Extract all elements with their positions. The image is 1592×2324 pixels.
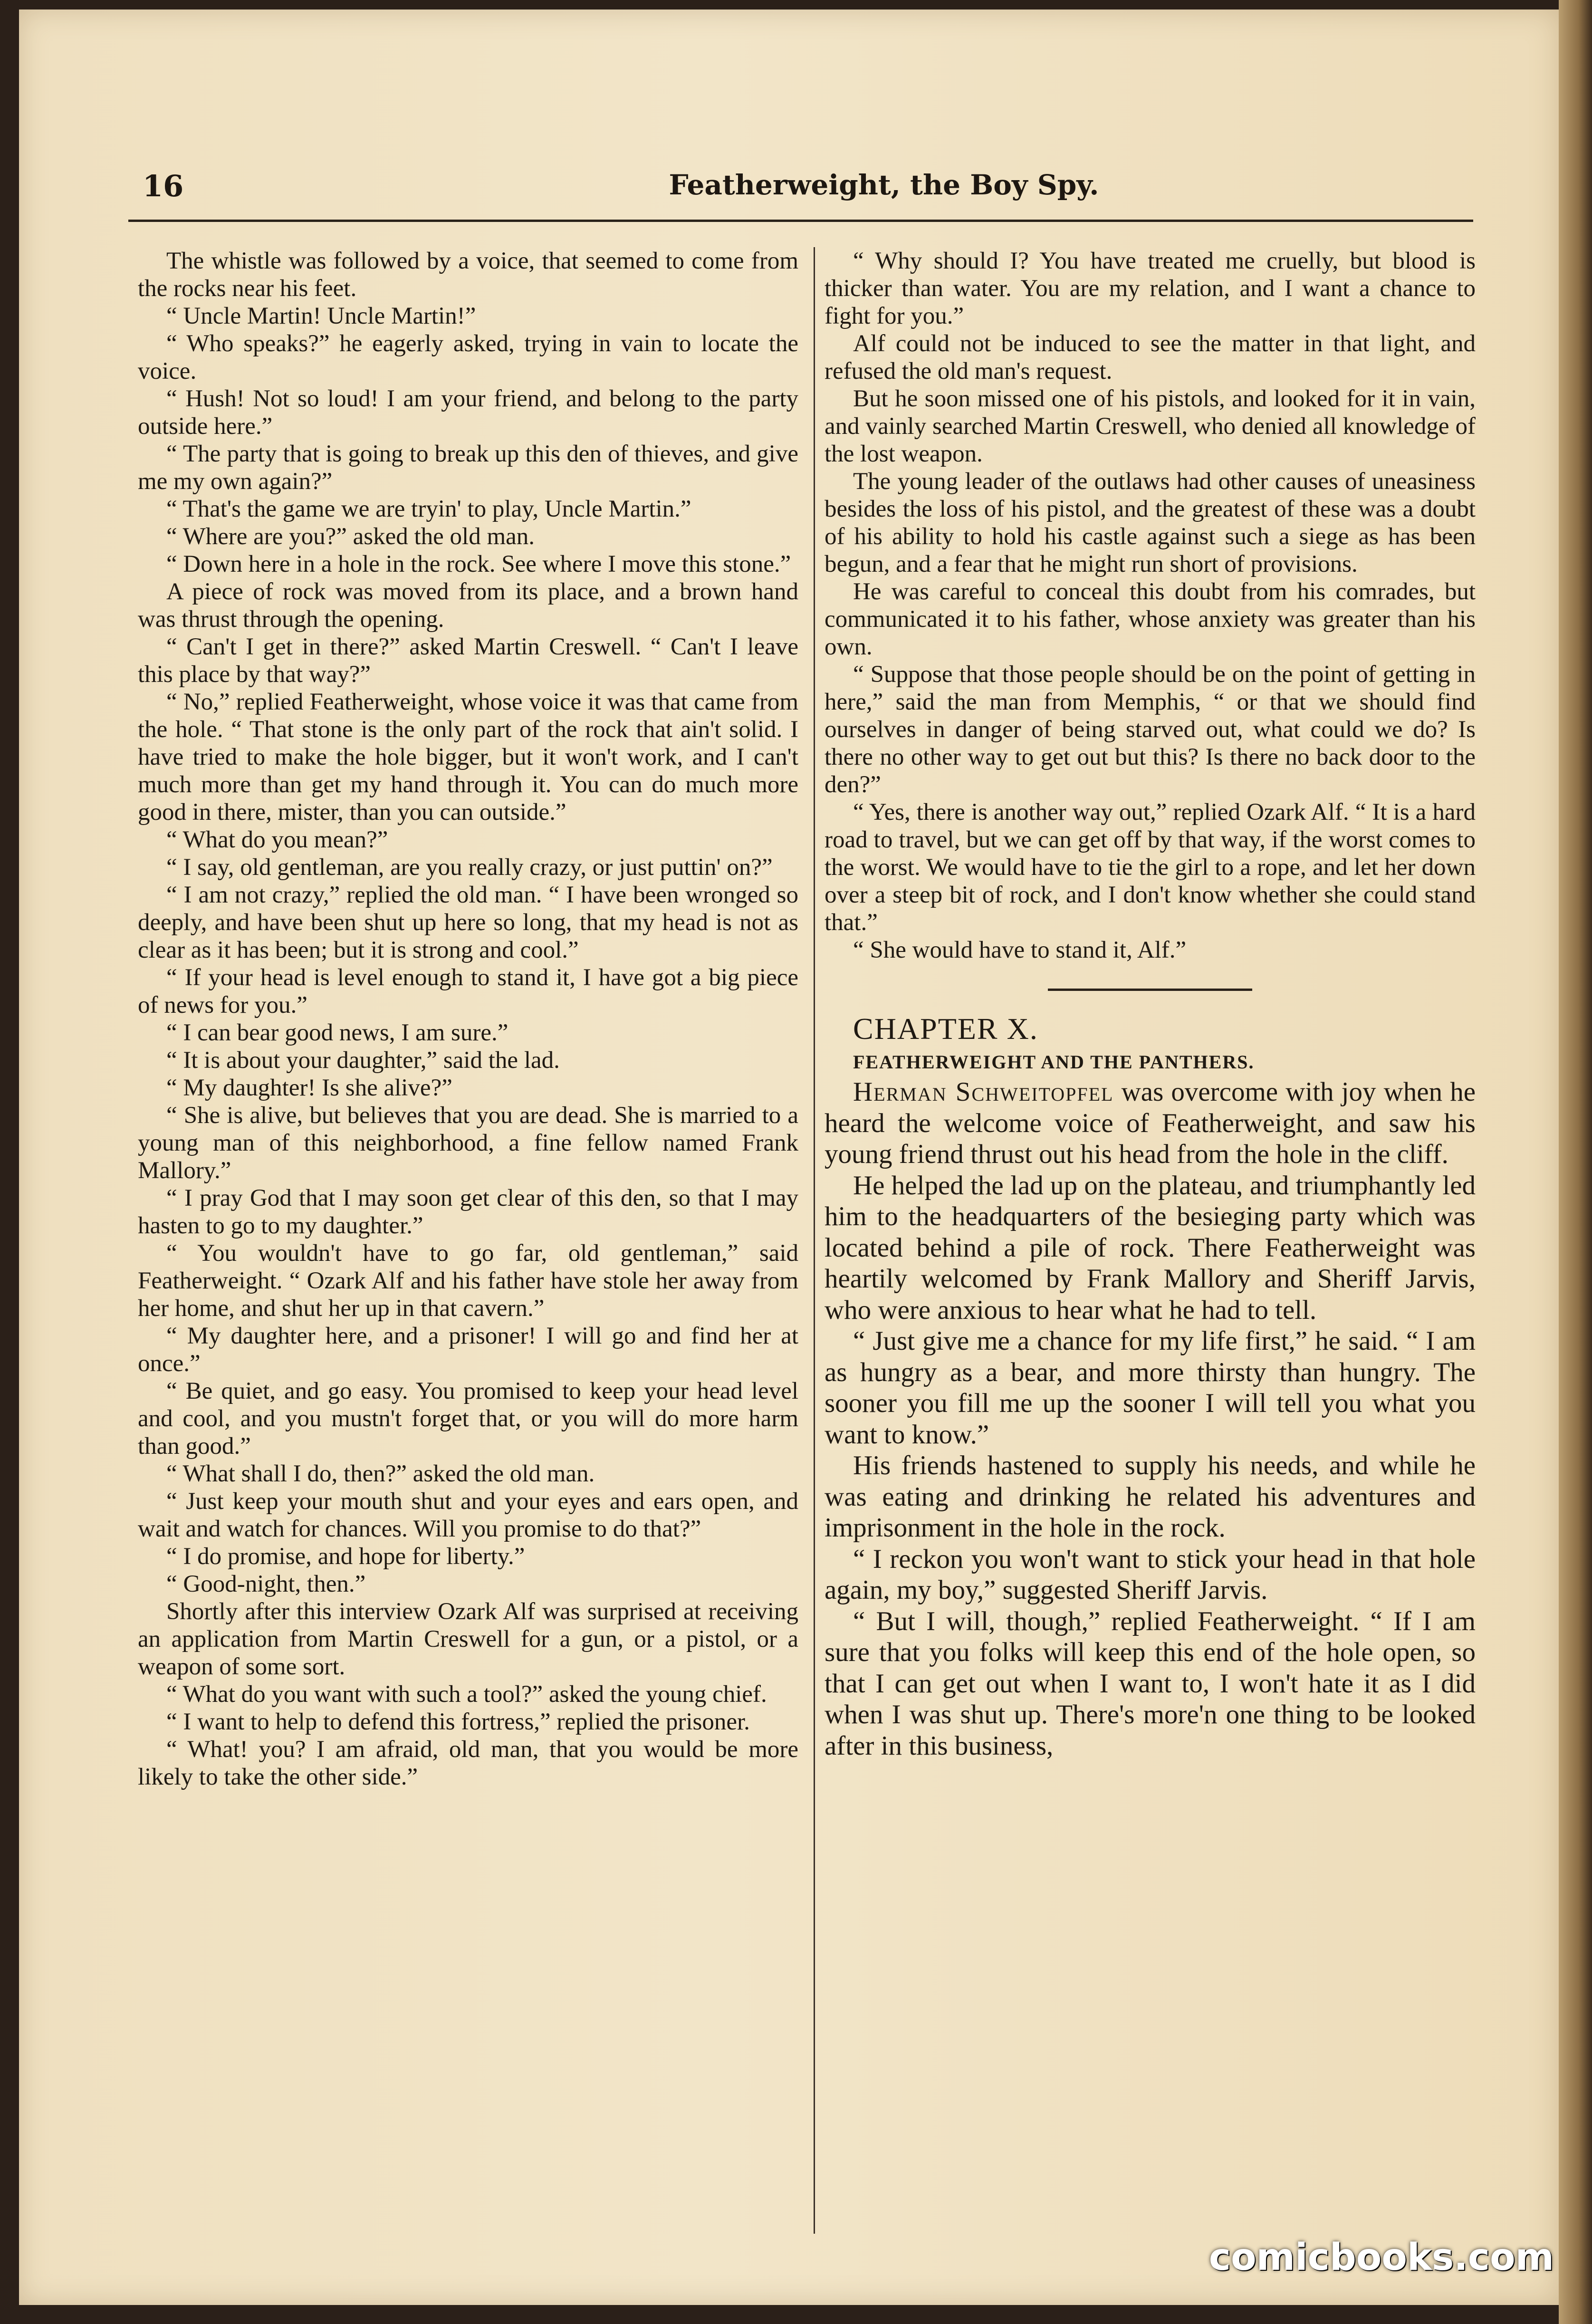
running-title: Featherweight, the Boy Spy.	[669, 169, 1099, 201]
paragraph: “ That's the game we are tryin' to play, Uncle Martin.”	[166, 496, 691, 522]
paragraph: “ Suppose that those people should be on the point of getting in here,” said the man from Memphis, “ or that we should find ourselves in danger of being starved out, what could we do? Is there no other way to get out but this? Is there no back door to the den?”	[825, 661, 1476, 798]
paragraph: “ Just keep your mouth shut and your eyes and ears open, and wait and watch for chances. Will you promise to do that?”	[138, 1488, 798, 1542]
paragraph: “ My daughter! Is she alive?”	[166, 1075, 452, 1101]
paragraph: “ Hush! Not so loud! I am your friend, and belong to the party outside here.”	[138, 385, 798, 440]
book-spine	[1559, 0, 1592, 2324]
paragraph: “ I am not crazy,” replied the old man. “ I have been wronged so deeply, and have been shut up here so long, that my head is not as clear as it has been; but it is strong and cool.”	[138, 882, 798, 963]
paragraph: “ Just give me a chance for my life first,” he said. “ I am as hungry as a bear, and more thirsty than hungry. The sooner you fill me up the sooner I will tell you what you want to know.”	[825, 1326, 1476, 1450]
paragraph: “ What! you? I am afraid, old man, that you would be more likely to take the other side.”	[138, 1736, 798, 1790]
chapter-lead-name: Herman Schweitopfel	[853, 1077, 1114, 1107]
paragraph: “ Where are you?” asked the old man.	[166, 523, 535, 550]
paragraph: His friends hastened to supply his needs, and while he was eating and drinking he related his adventures and imprisonment in the hole in the rock.	[825, 1450, 1476, 1543]
paragraph: “ I reckon you won't want to stick your head in that hole again, my boy,” suggested Sheriff Jarvis.	[825, 1544, 1476, 1605]
column-divider	[814, 247, 815, 2234]
paragraph: “ My daughter here, and a prisoner! I will go and find her at once.”	[138, 1323, 798, 1377]
paragraph: “ It is about your daughter,” said the lad.	[166, 1047, 560, 1074]
paragraph: He helped the lad up on the plateau, and triumphantly led him to the headquarters of the besieging party which was located behind a pile of rock. There Featherweight was heartily welcomed by Frank Mallory and Sheriff Jarvis, who were anxious to hear what he had to tell.	[825, 1170, 1476, 1325]
paragraph: “ Uncle Martin! Uncle Martin!”	[166, 303, 476, 329]
paragraph: “ What do you mean?”	[166, 826, 388, 853]
paragraph: “ She would have to stand it, Alf.”	[853, 937, 1187, 963]
paragraph: He was careful to conceal this doubt from his comrades, but communicated it to his father, whose anxiety was greater than his own.	[825, 578, 1476, 660]
paragraph: “ Be quiet, and go easy. You promised to keep your head level and cool, and you mustn't forget that, or you will do more harm than good.”	[138, 1378, 798, 1460]
chapter-subtitle: FEATHERWEIGHT AND THE PANTHERS.	[853, 1051, 1255, 1073]
left-column	[138, 247, 798, 2234]
page-number: 16	[143, 169, 184, 203]
paragraph: “ I can bear good news, I am sure.”	[166, 1019, 508, 1046]
paragraph: Alf could not be induced to see the matter in that light, and refused the old man's request.	[825, 330, 1476, 384]
paragraph: “ She is alive, but believes that you are dead. She is married to a young man of this neighborhood, a fine fellow named Frank Mallory.”	[138, 1102, 798, 1184]
paragraph: The whistle was followed by a voice, that seemed to come from the rocks near his feet.	[138, 248, 798, 302]
paragraph: “ I want to help to defend this fortress,” replied the prisoner.	[166, 1709, 750, 1735]
right-column-top	[825, 247, 1476, 964]
paragraph: Shortly after this interview Ozark Alf was surprised at receiving an application from Martin Creswell for a gun, or a pistol, or a weapon of some sort.	[138, 1598, 798, 1680]
paragraph: “ The party that is going to break up this den of thieves, and give me my own again?”	[138, 441, 798, 495]
paragraph: “ Can't I get in there?” asked Martin Creswell. “ Can't I leave this place by that way?”	[138, 634, 798, 688]
paragraph: The young leader of the outlaws had other causes of uneasiness besides the loss of his pistol, and the greatest of these was a doubt of his ability to hold his castle against such a siege as has been begun, and a fear that he might run short of provisions.	[825, 468, 1476, 577]
paragraph	[825, 1076, 1476, 1170]
paragraph: “ Why should I? You have treated me cruelly, but blood is thicker than water. You are my relation, and I want a chance to fight for you.”	[825, 248, 1476, 329]
watermark-text: comicbooks.com	[1208, 2236, 1554, 2279]
paragraph: “ I say, old gentleman, are you really crazy, or just puttin' on?”	[166, 854, 773, 881]
paragraph: “ Down here in a hole in the rock. See where I move this stone.”	[166, 551, 791, 577]
paragraph: “ If your head is level enough to stand it, I have got a big piece of news for you.”	[138, 964, 798, 1018]
paragraph: “ You wouldn't have to go far, old gentleman,” said Featherweight. “ Ozark Alf and his father have stole her away from her home, and shut her up in that cavern.”	[138, 1240, 798, 1322]
right-column	[825, 247, 1476, 2234]
paragraph: “ Yes, there is another way out,” replied Ozark Alf. “ It is a hard road to travel, but we can get off by that way, if the worst comes to the worst. We would have to tie the girl to a rope, and let her down over a steep bit of rock, and I don't know whether she could stand that.”	[825, 799, 1476, 936]
paragraph: “ I pray God that I may soon get clear of this den, so that I may hasten to go to my daughter.”	[138, 1185, 798, 1239]
paragraph: “ Who speaks?” he eagerly asked, trying in vain to locate the voice.	[138, 330, 798, 384]
paragraph: “ Good-night, then.”	[166, 1571, 366, 1597]
paragraph: “ I do promise, and hope for liberty.”	[166, 1543, 525, 1570]
paragraph: “ What do you want with such a tool?” asked the young chief.	[166, 1681, 767, 1708]
paragraph: A piece of rock was moved from its place, and a brown hand was thrust through the opening.	[138, 578, 798, 633]
paragraph: “ But I will, though,” replied Featherweight. “ If I am sure that you folks will keep this end of the hole open, so that I can get out when I want to, I won't hate it as I did when I was shut up. There's more'n one thing to be looked after in this business,	[825, 1606, 1476, 1761]
paragraph-text: was overcome with joy when he heard the welcome voice of Featherweight, and saw his young friend thrust out his head from the hole in the cliff.	[825, 1077, 1476, 1169]
paragraph: “ No,” replied Featherweight, whose voice it was that came from the hole. “ That stone is the only part of the rock that ain't solid. I have tried to make the hole bigger, but it won't work, and I can't much more than get my hand through it. You can do much more good in there, mister, than you can outside.”	[138, 689, 798, 826]
header-rule	[128, 220, 1473, 222]
paragraph: But he soon missed one of his pistols, and looked for it in vain, and vainly searched Martin Creswell, who denied all knowledge of the lost weapon.	[825, 385, 1476, 467]
paragraph: “ What shall I do, then?” asked the old man.	[166, 1460, 595, 1487]
chapter-rule	[1048, 989, 1252, 991]
chapter-title: CHAPTER X.	[853, 1012, 1038, 1046]
running-head	[124, 169, 1478, 211]
right-column-bottom	[825, 1076, 1476, 1761]
